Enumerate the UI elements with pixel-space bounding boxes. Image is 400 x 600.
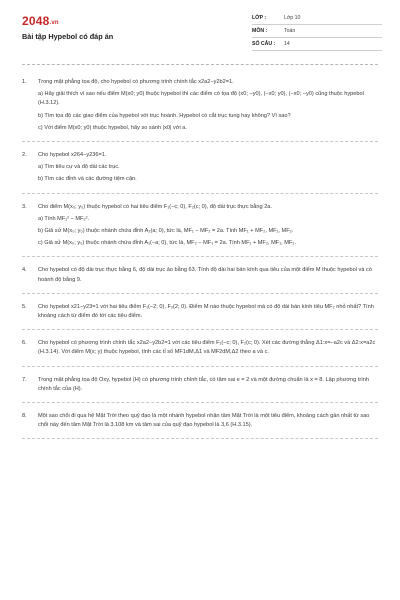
site-logo[interactable] (22, 14, 59, 28)
meta-value: Toán (284, 28, 296, 34)
question-number: 5. (22, 303, 27, 310)
question-number: 1. (22, 79, 27, 85)
logo-text: 2048 (22, 14, 50, 28)
meta-row-question-count (252, 38, 382, 51)
question-text: Cho điểm M(x₀; y₀) thuộc hypebol có hai tiêu điểm F₁(−c; 0), F₂(c; 0), độ dài trục thực bằng 2a. (38, 203, 272, 210)
question-number: 7. (22, 376, 27, 383)
question-item (22, 339, 378, 366)
question-item (22, 203, 378, 258)
question-number: 2. (22, 152, 27, 159)
meta-row-subject (252, 25, 382, 38)
meta-label: SỐ CÂU : (252, 41, 276, 47)
question-item (22, 412, 378, 439)
question-list (22, 78, 378, 448)
meta-value: 14 (284, 41, 290, 47)
question-number: 6. (22, 340, 27, 347)
question-subpart: a) Hãy giải thích vì sao nếu điểm M(x0; y0) thuộc hypebol thì các điểm có tọa độ (x0; −y0), (−x0; y0), (−x0; −y0) cũng thuộc hypebol (H.3.12). (38, 91, 364, 107)
question-item (22, 376, 378, 403)
question-number: 4. (22, 267, 27, 274)
question-text: Cho hypebol có độ dài trục thực bằng 6, độ dài trục ảo bằng 63. Tính độ dài hai bán kính qua tiêu của một điểm M thuộc hypebol và có hoành độ bằng 9. (38, 267, 372, 283)
question-subpart: c) Với điểm M(x0; y0) thuộc hypebol, hãy so sánh |x0| với a. (38, 124, 187, 131)
question-text: Cho hypebol x264−y236=1. (38, 152, 107, 159)
question-subpart: a) Tìm tiêu cự và độ dài các trục. (38, 164, 120, 171)
question-number: 3. (22, 203, 27, 210)
question-subpart: b) Giả sử M(x₀; y₀) thuộc nhánh chứa đỉnh A₂(a; 0), tức là, MF₁ − MF₂ = 2a. Tính MF₁ + MF₂, MF₁, MF₂. (38, 228, 294, 235)
question-subpart: b) Tìm tọa độ các giao điểm của hypebol với trục hoành. Hypebol có cắt trục tung hay không? Vì sao? (38, 112, 291, 119)
question-text: Trong mặt phẳng tọa độ, cho hypebol có phương trình chính tắc x2a2−y2b2=1. (38, 79, 234, 85)
meta-row-class (252, 12, 382, 25)
meta-label: MÔN : (252, 28, 268, 34)
question-item (22, 266, 378, 293)
document-title: Bài tập Hypebol có đáp án (22, 32, 114, 41)
question-subpart: b) Tìm các đỉnh và các đường tiệm cận. (38, 176, 137, 183)
question-text: Cho hypebol có phương trình chính tắc x2a2−y2b2=1 với các tiêu điểm F₁(−c; 0), F₂(c; 0). Xét các đường thẳng Δ1:x=−a2c và Δ2:x=a2c (H.3.14). Với điểm M(x; y) thuộc hypebol, tính các tỉ số MF1dM,Δ1 và MF2dM,Δ2 theo a và c. (38, 340, 376, 356)
question-subpart: a) Tính MF₁² − MF₂². (38, 215, 90, 222)
document-meta (252, 12, 382, 51)
page-header (0, 0, 400, 60)
question-item (22, 151, 378, 194)
question-number: 8. (22, 413, 27, 420)
question-item (22, 303, 378, 330)
question-text: Trong mặt phẳng tọa độ Oxy, hypebol (H) có phương trình chính tắc, có tâm sai e = 2 và một đường chuẩn là x = 8. Lập phương trình chính tắc của (H). (38, 376, 370, 392)
question-text: Cho hypebol x21−y23=1 với hai tiêu điểm F₁(−2; 0), F₂(2; 0). Điểm M nào thuộc hypebol mà có độ dài bán kính tiêu MF₂ nhỏ nhất? Tính khoảng cách từ điểm đó tới các tiêu điểm. (38, 303, 374, 320)
question-text: Một sao chổi đi qua hệ Mặt Trời theo quỹ đạo là một nhánh hypebol nhận tâm Mặt Trời là một tiêu điểm, khoảng cách gần nhất từ sao chổi này đến tâm Mặt Trời là 3.108 km và tâm sai của quỹ đạo hypebol là 3,6 (H.3.15). (38, 413, 370, 429)
logo-suffix: .vn (49, 20, 59, 26)
question-subpart: c) Giả sử M(x₀; y₀) thuộc nhánh chứa đỉnh A₁(−a; 0), tức là, MF₂ − MF₁ = 2a. Tính MF₁ + MF₂, MF₁, MF₂. (38, 240, 297, 247)
meta-value: Lớp 10 (284, 15, 301, 21)
header-divider (22, 64, 378, 65)
meta-label: LỚP : (252, 15, 267, 21)
question-item (22, 78, 378, 142)
